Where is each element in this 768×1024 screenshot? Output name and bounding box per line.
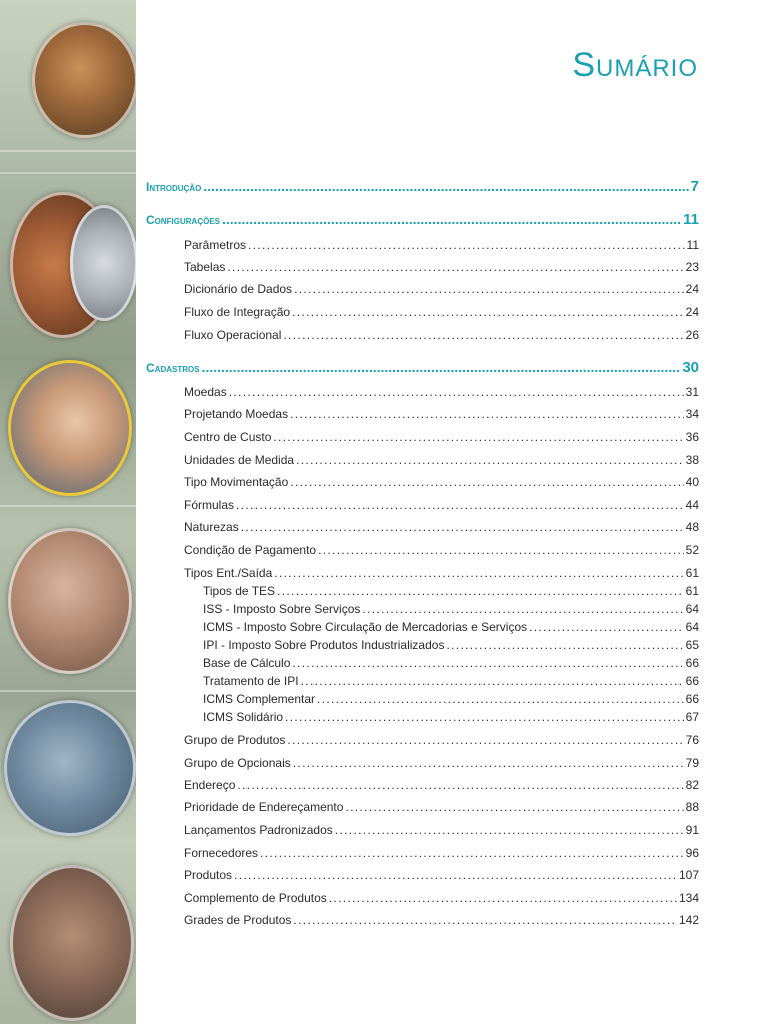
- toc-entry-label: ISS - Imposto Sobre Serviços: [203, 602, 361, 616]
- toc-entry-label: Parâmetros: [184, 238, 247, 252]
- toc-page-number: 65: [685, 638, 699, 652]
- toc-page-number: 23: [685, 260, 699, 274]
- toc-entry[interactable]: [146, 566, 699, 580]
- toc-section[interactable]: [146, 178, 699, 195]
- toc-entry[interactable]: [146, 656, 699, 670]
- toc-dot-leader: [294, 282, 684, 296]
- toc-page-number: 91: [685, 823, 699, 837]
- toc-entry[interactable]: [146, 756, 699, 770]
- toc-entry-label: Introdução: [146, 180, 202, 194]
- toc-entry-label: Base de Cálculo: [203, 656, 291, 670]
- toc-entry-label: Projetando Moedas: [184, 407, 289, 421]
- silver-coin-photo: [70, 205, 136, 321]
- toc-dot-leader: [283, 328, 683, 342]
- toc-page-number: 38: [685, 453, 699, 467]
- hands-photo: [8, 528, 132, 674]
- toc-entry-label: ICMS - Imposto Sobre Circulação de Mercadorias e Serviços: [203, 620, 528, 634]
- toc-entry-label: IPI - Imposto Sobre Produtos Industrializados: [203, 638, 445, 652]
- toc-entry-label: Fluxo Operacional: [184, 328, 282, 342]
- toc-page-number: 34: [685, 407, 699, 421]
- toc-entry[interactable]: [146, 305, 699, 319]
- toc-entry[interactable]: [146, 674, 699, 688]
- toc-page-number: 30: [682, 359, 699, 376]
- coin-photo: [32, 22, 136, 138]
- toc-dot-leader: [285, 710, 684, 724]
- toc-entry-label: Prioridade de Endereçamento: [184, 800, 344, 814]
- toc-entry-label: Centro de Custo: [184, 430, 272, 444]
- toc-page-number: 11: [683, 211, 699, 228]
- toc-entry[interactable]: [146, 800, 699, 814]
- toc-page-number: 24: [685, 282, 699, 296]
- toc-entry[interactable]: [146, 778, 699, 792]
- toc-page-number: 44: [685, 498, 699, 512]
- toc-section[interactable]: [146, 359, 699, 376]
- toc-page-number: 107: [678, 868, 699, 882]
- toc-page-number: 36: [685, 430, 699, 444]
- toc-dot-leader: [237, 778, 683, 792]
- toc-dot-leader: [287, 733, 683, 747]
- toc-page-number: 31: [685, 385, 699, 399]
- toc-entry-label: Tabelas: [184, 260, 226, 274]
- toc-page-number: 67: [685, 710, 699, 724]
- toc-entry-label: Endereço: [184, 778, 236, 792]
- toc-page-number: 61: [685, 566, 699, 580]
- toc-entry[interactable]: [146, 453, 699, 467]
- decorative-side-strip: [0, 0, 136, 1024]
- toc-dot-leader: [229, 385, 684, 399]
- toc-entry[interactable]: [146, 498, 699, 512]
- toc-entry[interactable]: [146, 475, 699, 489]
- toc-dot-leader: [277, 584, 684, 598]
- toc-entry[interactable]: [146, 602, 699, 616]
- toc-entry-label: Unidades de Medida: [184, 453, 295, 467]
- machine-photo: [4, 700, 136, 836]
- toc-entry[interactable]: [146, 733, 699, 747]
- toc-entry-label: Complemento de Produtos: [184, 891, 327, 905]
- toc-dot-leader: [318, 543, 684, 557]
- toc-entry-label: ICMS Solidário: [203, 710, 284, 724]
- toc-dot-leader: [234, 868, 677, 882]
- toc-entry[interactable]: [146, 543, 699, 557]
- toc-entry-label: Moedas: [184, 385, 227, 399]
- toc-dot-leader: [290, 407, 684, 421]
- toc-entry-label: Dicionário de Dados: [184, 282, 293, 296]
- toc-dot-leader: [317, 692, 684, 706]
- toc-entry-label: ICMS Complementar: [203, 692, 316, 706]
- toc-dot-leader: [236, 498, 684, 512]
- toc-page-number: 52: [685, 543, 699, 557]
- toc-page-number: 7: [690, 178, 699, 195]
- toc-dot-leader: [273, 430, 683, 444]
- toc-page-number: 66: [685, 692, 699, 706]
- toc-page-number: 66: [685, 656, 699, 670]
- toc-dot-leader: [296, 453, 684, 467]
- toc-entry[interactable]: [146, 520, 699, 534]
- toc-entry-label: Fórmulas: [184, 498, 235, 512]
- toc-entry[interactable]: [146, 823, 699, 837]
- toc-entry[interactable]: [146, 868, 699, 882]
- toc-dot-leader: [329, 891, 677, 905]
- factory-photo: [10, 865, 134, 1021]
- page-title: Sumário: [572, 46, 698, 84]
- toc-entry[interactable]: [146, 891, 699, 905]
- toc-page-number: 64: [685, 602, 699, 616]
- toc-dot-leader: [260, 846, 684, 860]
- toc-entry-label: Fluxo de Integração: [184, 305, 291, 319]
- toc-entry[interactable]: [146, 238, 699, 252]
- toc-entry-label: Fornecedores: [184, 846, 259, 860]
- toc-entry[interactable]: [146, 638, 699, 652]
- toc-dot-leader: [301, 674, 684, 688]
- toc-entry-label: Condição de Pagamento: [184, 543, 317, 557]
- toc-dot-leader: [202, 359, 681, 375]
- toc-dot-leader: [227, 260, 683, 274]
- toc-dot-leader: [222, 211, 681, 227]
- toc-entry-label: Tipos de TES: [203, 584, 276, 598]
- toc-page-number: 96: [685, 846, 699, 860]
- toc-entry[interactable]: [146, 692, 699, 706]
- toc-entry[interactable]: [146, 620, 699, 634]
- toc-page-number: 26: [685, 328, 699, 342]
- toc-dot-leader: [529, 620, 684, 634]
- toc-entry-label: Naturezas: [184, 520, 239, 534]
- toc-entry[interactable]: [146, 407, 699, 421]
- toc-page-number: 61: [685, 584, 699, 598]
- toc-page-number: 24: [685, 305, 699, 319]
- toc-entry-label: Grades de Produtos: [184, 913, 292, 927]
- toc-dot-leader: [293, 756, 684, 770]
- toc-page-number: 40: [685, 475, 699, 489]
- toc-page-number: 142: [678, 913, 699, 927]
- toc-entry-label: Tratamento de IPI: [203, 674, 299, 688]
- toc-entry[interactable]: [146, 385, 699, 399]
- toc-entry-label: Grupo de Produtos: [184, 733, 286, 747]
- toc-dot-leader: [290, 475, 683, 489]
- toc-page-number: 64: [685, 620, 699, 634]
- toc-entry-label: Produtos: [184, 868, 233, 882]
- toc-dot-leader: [335, 823, 684, 837]
- toc-entry-label: Tipos Ent./Saída: [184, 566, 273, 580]
- toc-entry[interactable]: [146, 260, 699, 274]
- toc-page-number: 48: [685, 520, 699, 534]
- toc-entry[interactable]: [146, 913, 699, 927]
- toc-dot-leader: [362, 602, 683, 616]
- toc-entry[interactable]: [146, 710, 699, 724]
- toc-entry[interactable]: [146, 846, 699, 860]
- toc-entry-label: Lançamentos Padronizados: [184, 823, 333, 837]
- toc-section[interactable]: [146, 211, 699, 228]
- toc-page-number: 79: [685, 756, 699, 770]
- toc-dot-leader: [203, 178, 688, 194]
- toc-page-number: 66: [685, 674, 699, 688]
- toc-entry-label: Configurações: [146, 213, 221, 227]
- toc-entry[interactable]: [146, 328, 699, 342]
- toc-entry[interactable]: [146, 584, 699, 598]
- toc-dot-leader: [274, 566, 683, 580]
- toc-page-number: 88: [685, 800, 699, 814]
- toc-entry-label: Tipo Movimentação: [184, 475, 289, 489]
- toc-page-number: 82: [685, 778, 699, 792]
- toc-entry[interactable]: [146, 430, 699, 444]
- toc-dot-leader: [248, 238, 685, 252]
- toc-page-number: 11: [686, 238, 699, 252]
- toc-entry[interactable]: [146, 282, 699, 296]
- toc-dot-leader: [345, 800, 683, 814]
- toc-dot-leader: [292, 305, 684, 319]
- toc-dot-leader: [446, 638, 683, 652]
- toc-entry-label: Grupo de Opcionais: [184, 756, 291, 770]
- toc-entry-label: Cadastros: [146, 361, 200, 375]
- toc-page-number: 134: [678, 891, 699, 905]
- toc-page-number: 76: [685, 733, 699, 747]
- worker-photo: [8, 360, 132, 496]
- toc-dot-leader: [241, 520, 684, 534]
- toc-dot-leader: [293, 913, 677, 927]
- toc-dot-leader: [292, 656, 683, 670]
